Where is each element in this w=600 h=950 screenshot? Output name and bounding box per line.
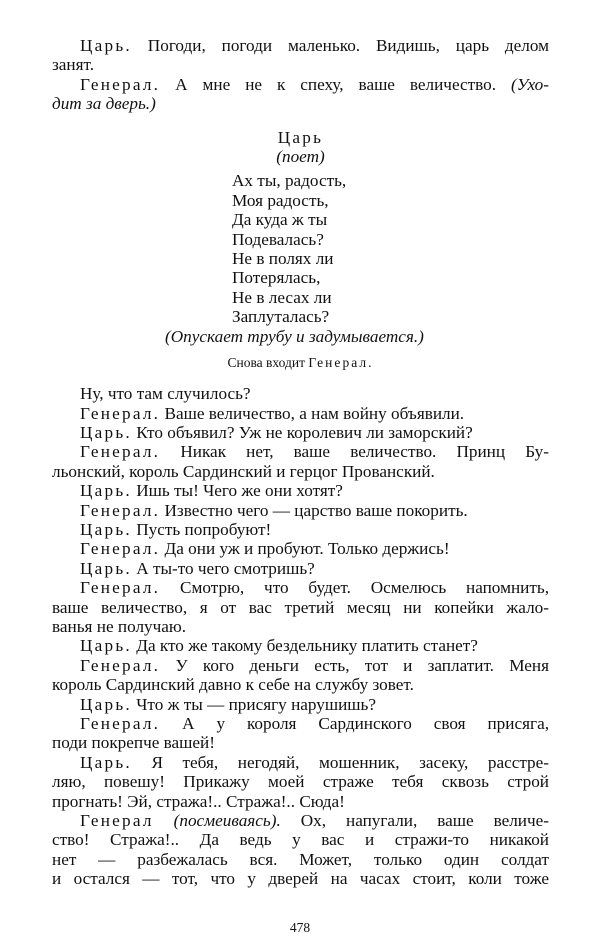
line-text: А у короля Сардинского своя присяга,	[160, 714, 549, 733]
line-text: Смотрю, что будет. Осмелюсь напомнить,	[160, 578, 549, 598]
text-line	[52, 423, 549, 442]
line-text: Я тебя, негодяй, мошенник, засеку, расстре-	[131, 752, 549, 772]
text-line	[52, 481, 549, 500]
verse-line: Моя радость,	[232, 190, 329, 210]
speaker-name: Генерал.	[80, 500, 161, 520]
speaker-name: Генерал.	[80, 578, 161, 598]
speaker-name: Генерал.	[80, 403, 161, 423]
verse-line: Подевалась?	[232, 229, 324, 249]
verse-line: Потерялась,	[232, 268, 321, 288]
verse-line: Не в лесах ли	[232, 287, 332, 307]
text-line	[52, 656, 549, 675]
text-line	[52, 539, 549, 558]
text-line	[52, 695, 549, 714]
line-text: А ты-то чего смотришь?	[131, 558, 315, 578]
speaker-name: Царь.	[80, 558, 132, 578]
song-verse	[232, 171, 600, 326]
text-line	[52, 792, 549, 811]
line-text: ство! Стража!.. Да ведь у вас и стражи-то никакой	[52, 830, 549, 850]
text-line	[52, 617, 549, 636]
text-line	[52, 850, 549, 869]
line-text: Ох, напугали, ваше величе-	[280, 811, 549, 831]
speaker-name: Царь.	[80, 36, 132, 55]
line-text: Ну, что там случилось?	[80, 384, 251, 404]
line-text: ваше величество, я от вас третий месяц ни копейки жало-	[52, 597, 549, 617]
song-direction: (поет)	[276, 147, 325, 167]
song-speaker: Царь	[277, 127, 324, 147]
text-line	[52, 753, 549, 772]
text-line	[52, 442, 549, 461]
text-line	[52, 559, 549, 578]
line-text: Ваше величество, а нам войну объявили.	[160, 403, 465, 423]
line-text: прогнать! Эй, стража!.. Стража!.. Сюда!	[52, 791, 345, 811]
line-text: Известно чего — царство ваше покорить.	[160, 500, 468, 520]
text-line	[52, 772, 549, 791]
text-line: занят.	[52, 55, 95, 75]
text-line	[52, 520, 549, 539]
text-line	[52, 598, 549, 617]
text-line	[52, 636, 549, 655]
line-text: Никак нет, ваше величество. Принц Бу-	[160, 442, 549, 462]
text-line	[52, 462, 549, 481]
stage-direction: (Ухо-	[511, 74, 549, 94]
stage-direction: дит за дверь.)	[52, 94, 156, 114]
speaker-name: Генерал.	[80, 74, 161, 94]
verse-line: Заплуталась?	[232, 307, 330, 327]
line-text: Да они уж и пробуют. Только держись!	[160, 539, 450, 559]
text-line	[52, 714, 549, 733]
line-text: У кого деньги есть, тот и заплатит. Меня	[160, 655, 549, 675]
speaker-name: Царь.	[80, 636, 132, 656]
speaker-name: Генерал.	[80, 539, 161, 559]
line-text: Кто объявил? Уж не королевич ли заморский?	[131, 422, 473, 442]
text-line	[52, 578, 549, 597]
verse-line: Да куда ж ты	[232, 210, 328, 230]
text-line	[52, 501, 549, 520]
speaker-name: Царь.	[80, 519, 132, 539]
line-text: король Сардинский давно к себе на службу зовет.	[52, 675, 414, 695]
line-text: льонский, король Сардинский и герцог Прованский.	[52, 461, 435, 481]
line-text: Да кто же такому бездельнику платить станет?	[131, 636, 478, 656]
line-text: и остался — тот, что у дверей на часах стоит, коли тоже	[52, 869, 549, 889]
stage-direction: (посмеиваясь).	[153, 811, 281, 831]
line-text: Что ж ты — присягу нарушишь?	[131, 694, 376, 714]
text-line	[52, 811, 549, 830]
speaker-name: Генерал.	[80, 655, 161, 675]
speaker-name: Царь.	[80, 481, 132, 501]
line-text: Пусть попробуют!	[131, 519, 272, 539]
verse-line: Не в полях ли	[232, 249, 334, 269]
speaker-name: Царь.	[80, 422, 132, 442]
speaker-name: Генерал.	[80, 714, 161, 733]
line-text: поди покрепче вашей!	[52, 733, 215, 753]
line-text: Ишь ты! Чего же они хотят?	[131, 481, 343, 501]
text-line	[52, 733, 549, 752]
text-line	[52, 384, 549, 403]
song-after-direction: (Опускает трубу и задумывается.)	[165, 326, 424, 346]
text-line: Генерал. А мне не к спеху, ваше величество. (Ухо-	[80, 74, 549, 94]
text-line	[52, 404, 549, 423]
speaker-name: Царь.	[80, 694, 132, 714]
dialogue	[52, 384, 549, 889]
line-text: ляю, повешу! Прикажу моей страже тебя сквозь строй	[52, 772, 549, 792]
text-line: Царь. Погоди, погоди маленько. Видишь, царь делом	[80, 36, 549, 55]
page-text	[52, 36, 549, 889]
entry-direction: Снова входит Генерал.	[227, 355, 374, 371]
line-text: нет — разбежалась вся. Может, только один солдат	[52, 849, 549, 869]
speaker-name: Генерал	[80, 811, 154, 831]
verse-line: Ах ты, радость,	[232, 171, 347, 191]
line-text: ванья не получаю.	[52, 616, 187, 636]
speaker-name: Генерал.	[80, 442, 161, 462]
page-number: 478	[289, 920, 311, 935]
text-line	[52, 675, 549, 694]
speaker-name: Царь.	[80, 752, 132, 772]
text-line	[52, 830, 549, 849]
text-line	[52, 869, 549, 888]
